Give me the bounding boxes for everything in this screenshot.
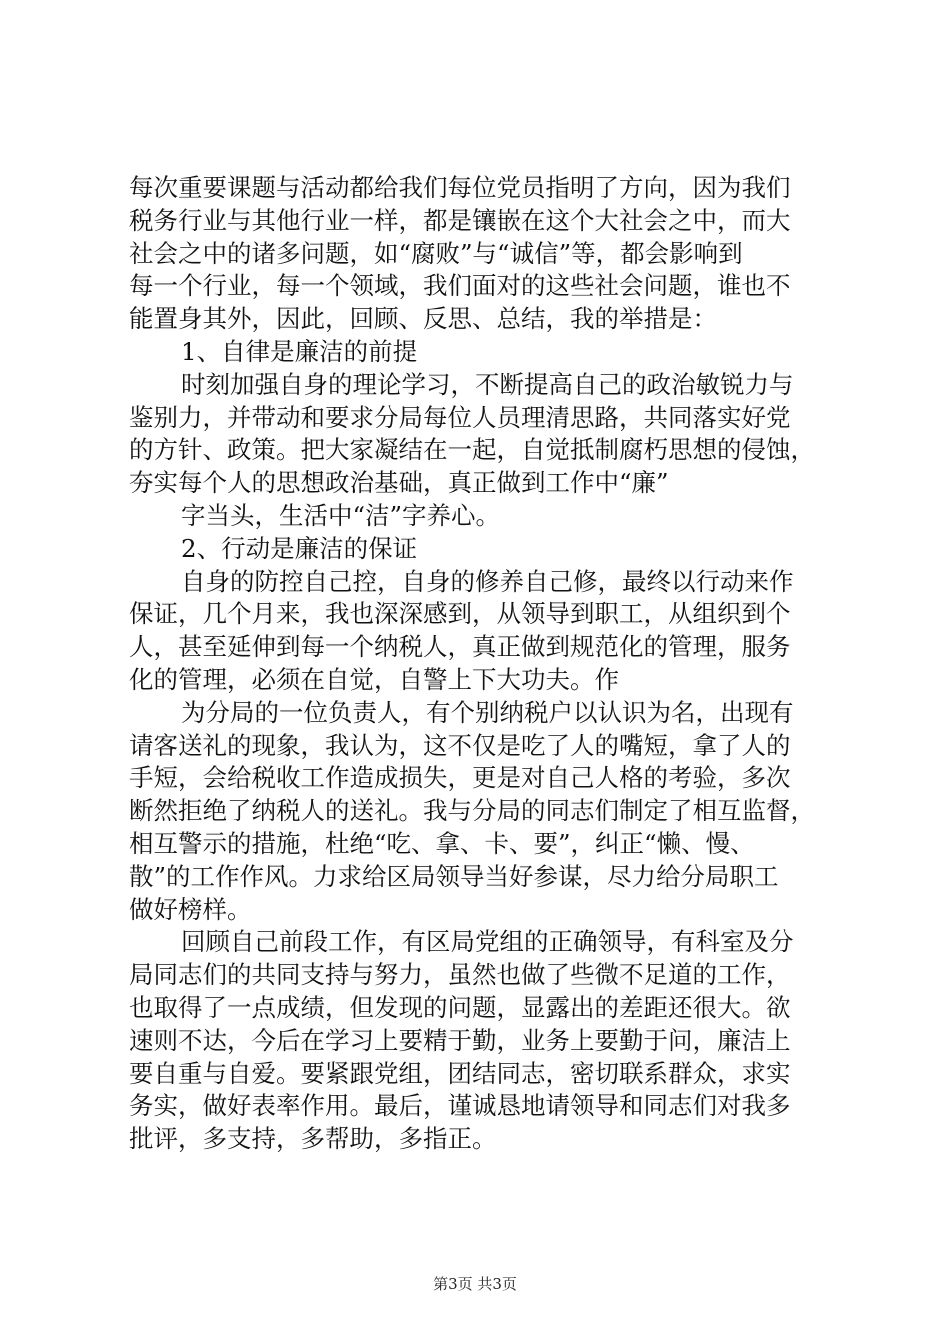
text-line: 散”的工作作风。力求给区局领导当好参谋，尽力给分局职工 — [129, 861, 779, 891]
text-line: 也取得了一点成绩，但发现的问题，显露出的差距还很大。欲 — [129, 992, 791, 1022]
text-line: 请客送礼的现象，我认为，这不仅是吃了人的嘴短，拿了人的 — [129, 730, 791, 760]
text-line: 1、自律是廉洁的前提 — [181, 336, 418, 366]
text-line: 税务行业与其他行业一样，都是镶嵌在这个大社会之中，而大 — [129, 205, 791, 235]
body-text — [129, 172, 829, 1156]
text-line: 回顾自己前段工作，有区局党组的正确领导，有科室及分 — [181, 927, 794, 957]
text-line: 要自重与自爱。要紧跟党组，团结同志，密切联系群众，求实 — [129, 1058, 791, 1088]
text-line: 务实，做好表率作用。最后，谨诚恳地请领导和同志们对我多 — [129, 1091, 791, 1121]
text-line: 夯实每个人的思想政治基础，真正做到工作中“廉” — [129, 468, 669, 498]
text-line: 速则不达，今后在学习上要精于勤，业务上要勤于问，廉洁上 — [129, 1025, 791, 1055]
text-line: 保证，几个月来，我也深深感到，从领导到职工，从组织到个 — [129, 599, 791, 629]
text-line: 手短，会给税收工作造成损失，更是对自己人格的考验，多次 — [129, 763, 791, 793]
text-line: 2、行动是廉洁的保证 — [181, 533, 418, 563]
text-line: 相互警示的措施，杜绝“吃、拿、卡、要”，纠正“懒、慢、 — [129, 828, 755, 858]
text-line: 断然拒绝了纳税人的送礼。我与分局的同志们制定了相互监督， — [129, 796, 815, 826]
text-line: 的方针、政策。把大家凝结在一起，自觉抵制腐朽思想的侵蚀， — [129, 435, 815, 465]
text-line: 化的管理，必须在自觉，自警上下大功夫。作 — [129, 664, 619, 694]
text-line: 每次重要课题与活动都给我们每位党员指明了方向，因为我们 — [129, 173, 791, 202]
text-line: 批评，多支持，多帮助，多指正。 — [129, 1124, 497, 1154]
text-line: 字当头，生活中“洁”字养心。 — [181, 500, 501, 530]
text-line: 社会之中的诸多问题，如“腐败”与“诚信”等，都会影响到 — [129, 238, 743, 268]
text-line: 做好榜样。 — [129, 894, 252, 924]
page-footer: 第3页 共3页 — [433, 1275, 517, 1293]
text-line: 自身的防控自己控，自身的修养自己修，最终以行动来作 — [181, 566, 794, 596]
text-line: 时刻加强自身的理论学习，不断提高自己的政治敏锐力与 — [181, 369, 794, 399]
text-line: 每一个行业，每一个领域，我们面对的这些社会问题，谁也不 — [129, 271, 791, 301]
text-line: 鉴别力，并带动和要求分局每位人员理清思路，共同落实好党 — [129, 402, 791, 432]
text-line: 为分局的一位负责人，有个别纳税户以认识为名，出现有 — [181, 697, 794, 727]
text-line: 局同志们的共同支持与努力，虽然也做了些微不足道的工作， — [129, 960, 791, 990]
text-line: 人，甚至延伸到每一个纳税人，真正做到规范化的管理，服务 — [129, 632, 791, 662]
text-line: 能置身其外，因此，回顾、反思、总结，我的举措是： — [129, 304, 717, 334]
